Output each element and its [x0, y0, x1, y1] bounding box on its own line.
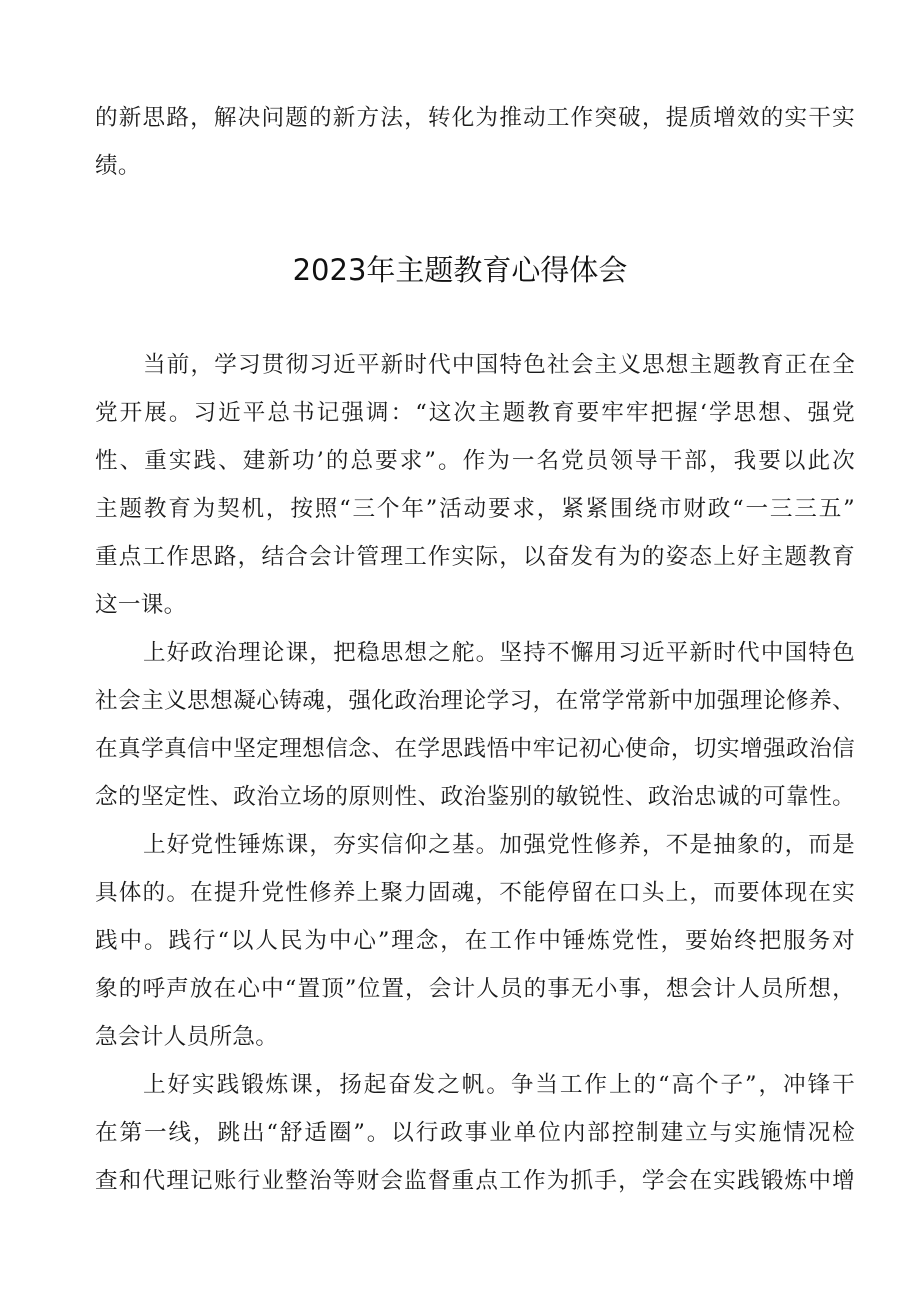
paragraph-line: 这一课。 [95, 592, 187, 618]
paragraph-line: 践中。践行“以人民为中心”理念，在工作中锤炼党性，要始终把服务对 [95, 928, 855, 954]
paragraph-line: 在真学真信中坚定理想信念、在学思践悟中牢记初心使命，切实增强政治信 [95, 736, 855, 762]
paragraph-line: 具体的。在提升党性修养上聚力固魂，不能停留在口头上，而要体现在实 [95, 880, 855, 906]
intro-line-1: 的新思路，解决问题的新方法，转化为推动工作突破，提质增效的实干实 [95, 105, 855, 131]
paragraph-line: 性、重实践、建新功’的总要求”。作为一名党员领导干部，我要以此次 [95, 448, 855, 474]
paragraph-line: 社会主义思想凝心铸魂，强化政治理论学习，在常学常新中加强理论修养、 [95, 688, 855, 714]
paragraph-line: 上好实践锻炼课，扬起奋发之帆。争当工作上的“高个子”，冲锋干 [143, 1072, 855, 1098]
paragraph-line: 念的坚定性、政治立场的原则性、政治鉴别的敏锐性、政治忠诚的可靠性。 [95, 784, 855, 810]
paragraph-line: 上好党性锤炼课，夯实信仰之基。加强党性修养，不是抽象的，而是 [143, 832, 855, 858]
paragraph-line: 当前，学习贯彻习近平新时代中国特色社会主义思想主题教育正在全 [143, 352, 855, 378]
intro-line-2: 绩。 [95, 153, 141, 179]
paragraph-line: 重点工作思路，结合会计管理工作实际，以奋发有为的姿态上好主题教育 [95, 544, 855, 570]
paragraph-line: 急会计人员所急。 [95, 1024, 279, 1050]
paragraph-line: 在第一线，跳出“舒适圈”。以行政事业单位内部控制建立与实施情况检 [95, 1120, 855, 1146]
document-title: 2023年主题教育心得体会 [292, 253, 628, 287]
paragraph-line: 主题教育为契机，按照“三个年”活动要求，紧紧围绕市财政“一三三五” [95, 496, 855, 522]
paragraph-line: 党开展。习近平总书记强调：“这次主题教育要牢牢把握‘学思想、强党 [95, 400, 855, 426]
paragraph-line: 象的呼声放在心中“置顶”位置，会计人员的事无小事，想会计人员所想， [95, 976, 855, 1002]
paragraph-line: 查和代理记账行业整治等财会监督重点工作为抓手，学会在实践锻炼中增 [95, 1168, 855, 1194]
paragraph-line: 上好政治理论课，把稳思想之舵。坚持不懈用习近平新时代中国特色 [143, 640, 855, 666]
